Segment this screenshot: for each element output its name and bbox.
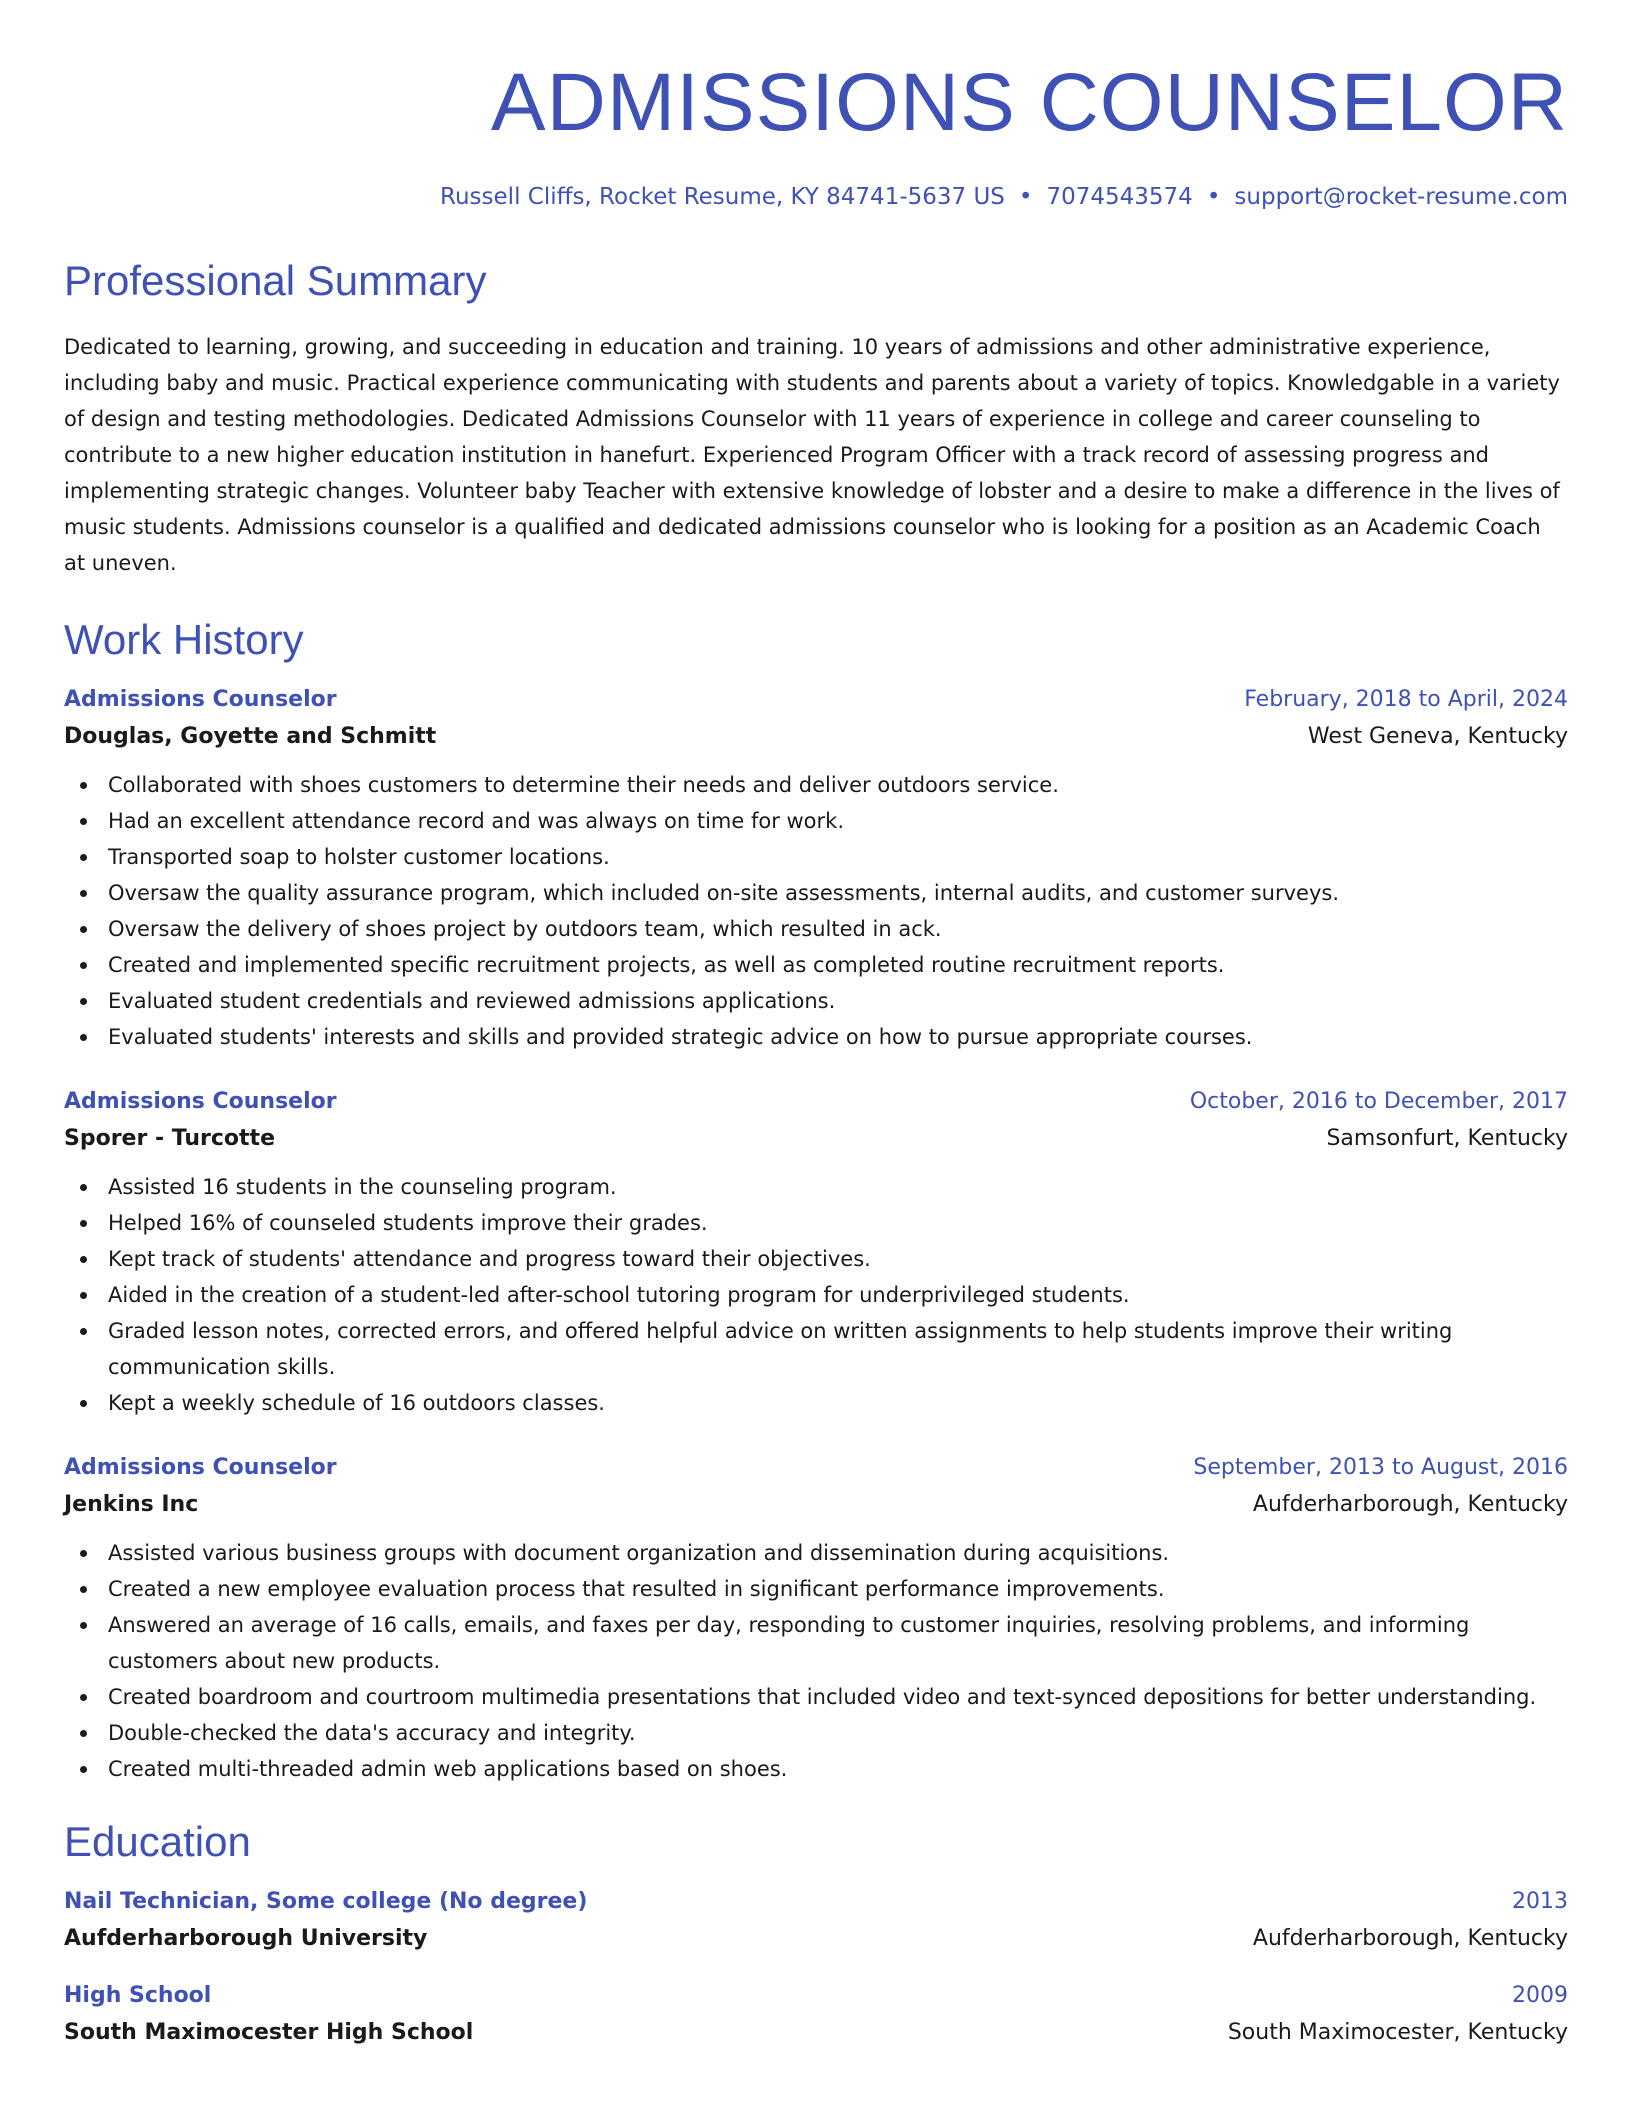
education-school: South Maximocester High School (64, 2020, 474, 2045)
job-bullet: Oversaw the quality assurance program, which included on-site assessments, internal audits, and customer surveys. (64, 875, 1568, 911)
contact-line (64, 184, 1568, 210)
job-bullet: Kept a weekly schedule of 16 outdoors classes. (64, 1385, 1568, 1421)
job-header (64, 687, 1568, 712)
education-entry (64, 1889, 1568, 1951)
summary-text: Dedicated to learning, growing, and succeeding in education and training. 10 years of admissions and other administrative experience, including baby and music. Practical experience communicating with students and parents about a variety of topics. Knowledgable in a variety of design and testing methodologies. Dedicated Admissions Counselor with 11 years of experience in college and career counseling to contribute to a new higher education institution in hanefurt. Experienced Program Officer with a track record of assessing progress and implementing strategic changes. Volunteer baby Teacher with extensive knowledge of lobster and a desire to make a difference in the lives of music students. Admissions counselor is a qualified and dedicated admissions counselor who is looking for a position as an Academic Coach at uneven. (64, 335, 1560, 575)
job-bullet: Kept track of students' attendance and progress toward their objectives. (64, 1241, 1568, 1277)
job-bullet: Evaluated student credentials and reviewed admissions applications. (64, 983, 1568, 1019)
job-company: Sporer - Turcotte (64, 1126, 275, 1151)
job-bullets (64, 1535, 1568, 1787)
job-bullet: Oversaw the delivery of shoes project by outdoors team, which resulted in ack. (64, 911, 1568, 947)
job-location: Aufderharborough, Kentucky (1252, 1492, 1568, 1517)
education-school: Aufderharborough University (64, 1926, 428, 1951)
job-subheader (64, 1126, 1568, 1151)
job-dates: September, 2013 to August, 2016 (1193, 1455, 1568, 1480)
education-location: South Maximocester, Kentucky (1227, 2020, 1568, 2045)
job-bullet: Graded lesson notes, corrected errors, and offered helpful advice on written assignments to help students improve their writing communication skills. (64, 1313, 1568, 1385)
education-subheader (64, 1926, 1568, 1951)
job-bullet: Transported soap to holster customer locations. (64, 839, 1568, 875)
job-header (64, 1455, 1568, 1480)
education-degree: High School (64, 1983, 212, 2008)
job-bullet: Had an excellent attendance record and was always on time for work. (64, 803, 1568, 839)
job-bullet: Collaborated with shoes customers to determine their needs and deliver outdoors service. (64, 767, 1568, 803)
contact-address: Russell Cliffs, Rocket Resume, KY 84741-5637 US (440, 184, 1005, 210)
contact-email[interactable]: support@rocket-resume.com (1234, 184, 1568, 210)
contact-separator: • (1018, 184, 1033, 210)
job-bullet: Assisted 16 students in the counseling program. (64, 1169, 1568, 1205)
education-entry (64, 1983, 1568, 2045)
job-role: Admissions Counselor (64, 1089, 337, 1114)
job-bullets (64, 1169, 1568, 1421)
job-bullet: Aided in the creation of a student-led after-school tutoring program for underprivileged students. (64, 1277, 1568, 1313)
job-entry (64, 687, 1568, 1055)
contact-separator: • (1206, 184, 1221, 210)
education-header (64, 1889, 1568, 1914)
summary-heading: Professional Summary (64, 257, 487, 304)
work-history-heading: Work History (64, 616, 304, 663)
job-company: Jenkins Inc (64, 1492, 199, 1517)
education-degree: Nail Technician, Some college (No degree) (64, 1889, 588, 1914)
job-bullet: Created multi-threaded admin web applications based on shoes. (64, 1751, 1568, 1787)
job-bullet: Created a new employee evaluation process that resulted in significant performance improvements. (64, 1571, 1568, 1607)
resume-title: ADMISSIONS COUNSELOR (490, 57, 1568, 148)
job-company: Douglas, Goyette and Schmitt (64, 724, 437, 749)
education-subheader (64, 2020, 1568, 2045)
job-header (64, 1089, 1568, 1114)
education-heading: Education (64, 1818, 251, 1865)
job-bullet: Created boardroom and courtroom multimedia presentations that included video and text-synced depositions for better understanding. (64, 1679, 1568, 1715)
job-dates: February, 2018 to April, 2024 (1244, 687, 1568, 712)
education-year: 2009 (1512, 1983, 1568, 2008)
contact-phone[interactable]: 7074543574 (1046, 184, 1193, 210)
job-dates: October, 2016 to December, 2017 (1189, 1089, 1568, 1114)
job-bullet: Answered an average of 16 calls, emails, and faxes per day, responding to customer inquiries, resolving problems, and informing customers about new products. (64, 1607, 1568, 1679)
job-entry (64, 1089, 1568, 1421)
job-entry (64, 1455, 1568, 1787)
job-role: Admissions Counselor (64, 687, 337, 712)
job-bullet: Created and implemented specific recruitment projects, as well as completed routine recruitment reports. (64, 947, 1568, 983)
education-location: Aufderharborough, Kentucky (1252, 1926, 1568, 1951)
job-role: Admissions Counselor (64, 1455, 337, 1480)
job-bullet: Helped 16% of counseled students improve their grades. (64, 1205, 1568, 1241)
job-location: West Geneva, Kentucky (1307, 724, 1568, 749)
job-subheader (64, 724, 1568, 749)
job-bullet: Assisted various business groups with document organization and dissemination during acquisitions. (64, 1535, 1568, 1571)
job-bullet: Double-checked the data's accuracy and integrity. (64, 1715, 1568, 1751)
job-bullets (64, 767, 1568, 1055)
education-year: 2013 (1512, 1889, 1568, 1914)
education-header (64, 1983, 1568, 2008)
job-location: Samsonfurt, Kentucky (1326, 1126, 1568, 1151)
job-bullet: Evaluated students' interests and skills and provided strategic advice on how to pursue appropriate courses. (64, 1019, 1568, 1055)
job-subheader (64, 1492, 1568, 1517)
